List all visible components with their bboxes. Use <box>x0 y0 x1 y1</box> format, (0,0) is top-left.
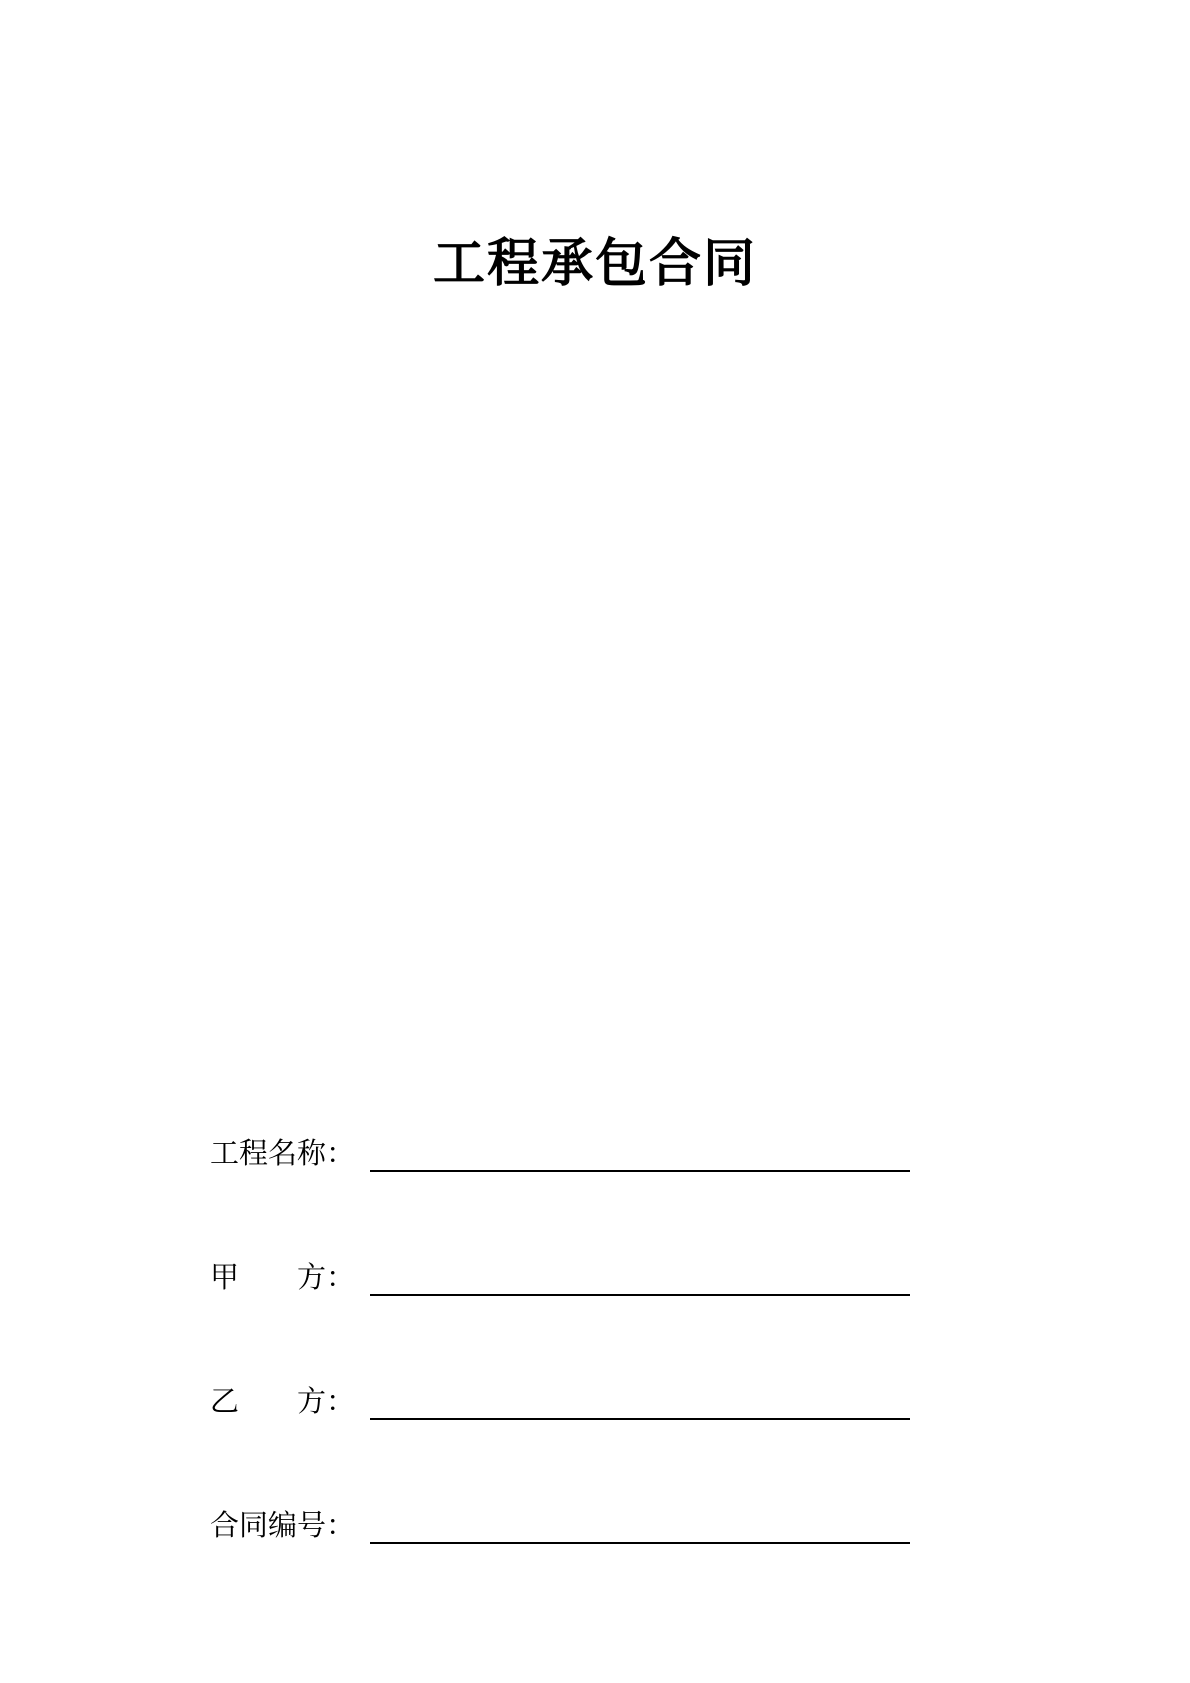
project-name-field <box>210 1134 910 1174</box>
party-b-label: 乙 方： <box>210 1384 356 1418</box>
contract-number-field <box>210 1506 910 1546</box>
party-a-blank-line <box>370 1294 910 1296</box>
contract-number-blank-line <box>370 1542 910 1544</box>
project-name-label: 工程名称： <box>210 1136 356 1170</box>
party-a-label: 甲 方： <box>210 1260 356 1294</box>
party-b-blank-line <box>370 1418 910 1420</box>
party-b-field <box>210 1382 910 1422</box>
project-name-blank-line <box>370 1170 910 1172</box>
party-a-field <box>210 1258 910 1298</box>
contract-number-label: 合同编号： <box>210 1508 356 1542</box>
document-title: 工程承包合同 <box>432 233 757 294</box>
